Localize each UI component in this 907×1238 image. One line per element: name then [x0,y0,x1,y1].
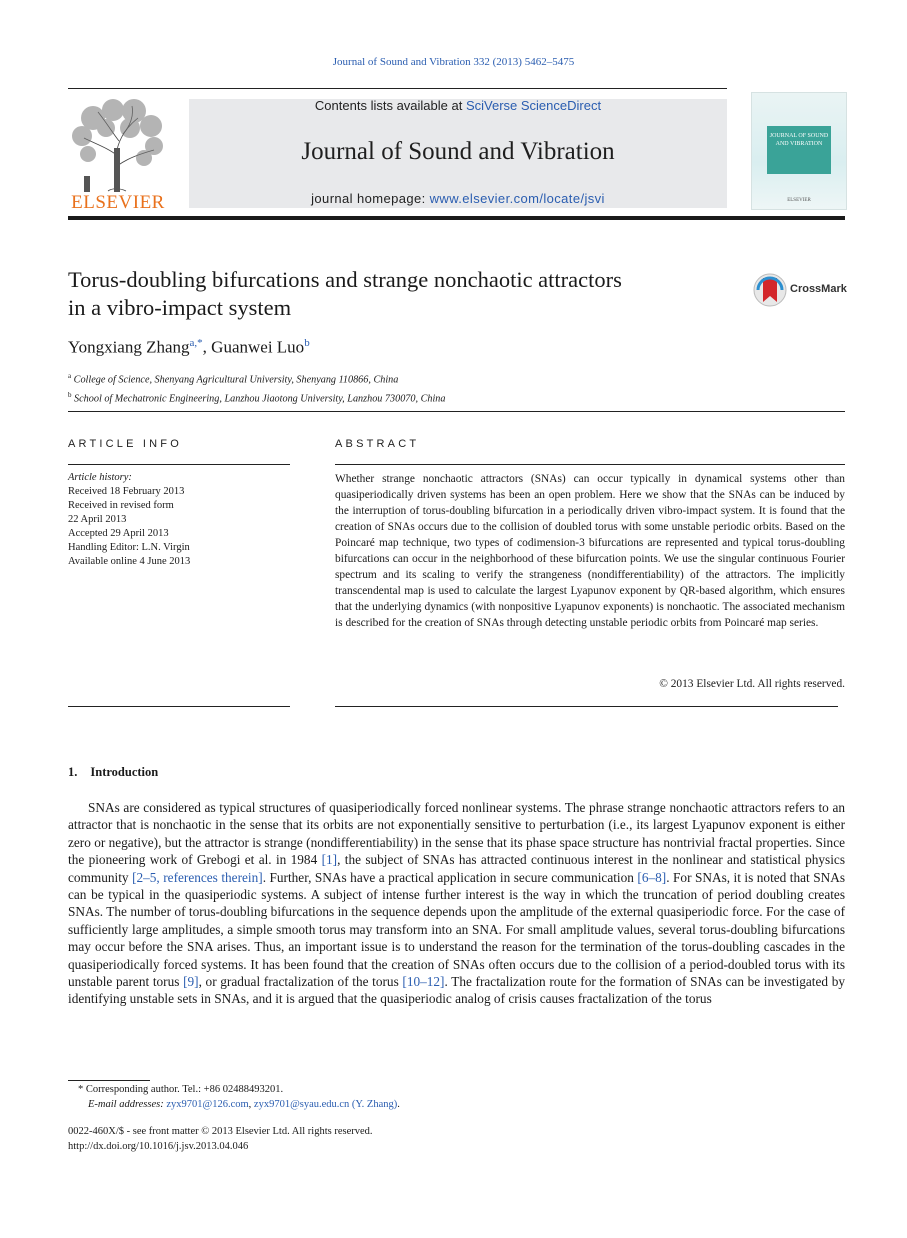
affiliation-text: College of Science, Shenyang Agricultural University, Shenyang 110866, China [73,374,399,386]
citation-link[interactable]: [9] [183,974,199,990]
section-number: 1. [68,765,78,779]
article-info-heading: ARTICLE INFO [68,438,182,450]
introduction-paragraph [68,799,845,1008]
affiliation-mark: b [68,390,72,399]
header-rule [68,88,727,89]
abstract-heading: ABSTRACT [335,438,420,450]
introduction-body [68,799,845,1008]
affiliation-item [68,369,446,388]
journal-name: Journal of Sound and Vibration [301,138,615,165]
crossmark-icon [752,272,788,308]
citation-link[interactable]: [10–12] [402,974,445,990]
author-name[interactable]: Yongxiang Zhang [68,337,190,357]
email-link[interactable]: zyx9701@syau.edu.cn (Y. Zhang) [253,1099,398,1110]
journal-cover-thumbnail[interactable] [751,92,847,210]
article-history [68,471,290,569]
affiliation-text: School of Mechatronic Engineering, Lanzhou Jiaotong University, Lanzhou 730070, China [74,393,446,405]
author-separator: , [202,337,212,357]
issn-line: 0022-460X/$ - see front matter © 2013 Elsevier Ltd. All rights reserved. [68,1126,373,1137]
author-list [68,337,310,358]
header-thick-rule [68,216,845,220]
author-name[interactable]: Guanwei Luo [211,337,305,357]
history-line: Received in revised form [68,500,174,511]
abstract-bottom-rule [335,706,838,707]
contents-line [189,98,727,113]
author-affiliation-mark[interactable]: a,* [189,337,203,349]
history-line: 22 April 2013 [68,514,127,525]
email-link[interactable]: zyx9701@126.com [166,1099,249,1110]
body-text: . Further, SNAs have a practical application in secure communication [262,869,638,885]
article-title [68,266,748,322]
elsevier-wordmark: ELSEVIER [71,192,165,213]
section-heading-introduction [68,765,158,780]
history-line: Accepted 29 April 2013 [68,528,169,539]
email-note [88,1099,400,1110]
contents-prefix: Contents lists available at [314,98,466,113]
journal-citation[interactable]: Journal of Sound and Vibration 332 (2013) 5462–5475 [332,56,575,68]
article-info-bottom-rule [68,706,290,707]
history-line: Available online 4 June 2013 [68,556,191,567]
body-text: , or gradual fractalization of the torus [198,974,403,990]
doi-link[interactable]: http://dx.doi.org/10.1016/j.jsv.2013.04.046 [68,1141,249,1152]
citation-link[interactable]: [1] [321,852,338,868]
title-line-1: Torus-doubling bifurcations and strange nonchaotic attractors [68,267,622,292]
affiliation-item [68,388,446,407]
citation-link[interactable]: [2–5, references therein] [132,869,263,885]
article-info-rule [68,464,290,465]
homepage-link[interactable]: www.elsevier.com/locate/jsvi [429,191,605,206]
footnote-rule [68,1080,150,1081]
email-end: . [397,1099,400,1110]
section-title: Introduction [90,765,159,779]
cover-publisher: ELSEVIER [787,198,811,203]
affiliations [68,369,446,407]
affiliation-mark: a [68,372,72,380]
crossmark-badge[interactable] [752,270,847,310]
author-affiliation-mark[interactable]: b [304,337,310,349]
sciencedirect-link[interactable]: SciVerse ScienceDirect [465,98,602,113]
affiliation-rule [68,411,845,412]
homepage-prefix: journal homepage: [311,191,430,206]
history-line: Received 18 February 2013 [68,486,185,497]
abstract-rule [335,464,845,465]
abstract-copyright: © 2013 Elsevier Ltd. All rights reserved. [659,678,845,690]
abstract-text: Whether strange nonchaotic attractors (SNAs) can occur typically in dynamical systems other than quasiperiodically driven systems has been an open problem. Here we show that the SNAs can be induced by the interruption of torus-doubling bifurcation in a periodically driven vibro-impact system. It is found that the creation of SNAs occurs due to the collision of doubled torus with some unstable periodic orbits. Based on the Poincaré map technique, two types of codimension-3 bifurcations are represented and typical torus-doubling bifurcations can occur in the neighborhood of these bifurcation points. We use the singular continuous Fourier spectrum and its scaling to verify the strangeness (nondifferentiability) of the attractors. The implicitly transcendental map is used to calculate the largest Lyapunov exponent by QR-based algorithm, which ensures that the underlying dynamics (with nonpositive Lyapunov exponents) is nonchaotic. The associated mechanism is described for the creation of SNAs through detecting unstable periodic orbits from Poincaré map series. [335,473,845,629]
history-line: Handling Editor: L.N. Virgin [68,542,190,553]
email-separator: , [248,1099,254,1110]
email-label: E-mail addresses: [88,1099,167,1110]
body-text: . For SNAs, it is noted that SNAs can be typical in the quasiperiodic systems. A subject of intense further interest is the way in which the truncation of period doubling creates SNAs. The number of torus-doubling bifurcations in the sequence depends upon the amplitude of the external quasiperiodic force. For the case of sufficiently large amplitudes, a simple smooth torus may transform into an SNA. For small amplitude values, several torus-doubling bifurcations may occur before the SNA arises. Thus, an important issue is to understand the reason for the termination of the torus-doubling cascades in the quasiperiodically forced systems. It has been found that the creation of SNAs often occurs due to the collision of a period-doubled torus with its unstable parent torus [68,869,845,990]
corresponding-author-note: * Corresponding author. Tel.: +86 02488493201. [78,1084,284,1095]
body-text: SNAs are considered as typical structures of quasiperiodically forced nonlinear systems. The phrase strange nonchaotic attractors refers to an attractor that is nonchaotic in the sense that its orbits are not exponentially sensitive to perturbation (i.e., its largest Lyapunov exponent is either zero or negative), but the attractor is strange (nondifferentiability) in the sense that its phase space structure has nontrivial fractal properties. Since the pioneering work of Grebogi et al. in 1984 [68,800,845,868]
citation-link[interactable]: [6–8] [637,869,667,885]
cover-title: JOURNAL OF SOUND AND VIBRATION [767,126,831,174]
homepage-line [189,191,727,206]
body-text: , the subject of SNAs has attracted continuous interest in the nonlinear and statistical physics community [68,852,845,885]
crossmark-label: CrossMark [790,283,847,295]
body-text: . The fractalization route for the formation of SNAs can be investigated by identifying unstable sets in SNAs, and it is argued that the quasiperiodic analog of crisis causes fractalization of the torus [68,974,845,1007]
title-line-2: in a vibro-impact system [68,295,292,320]
history-label: Article history: [68,472,132,483]
